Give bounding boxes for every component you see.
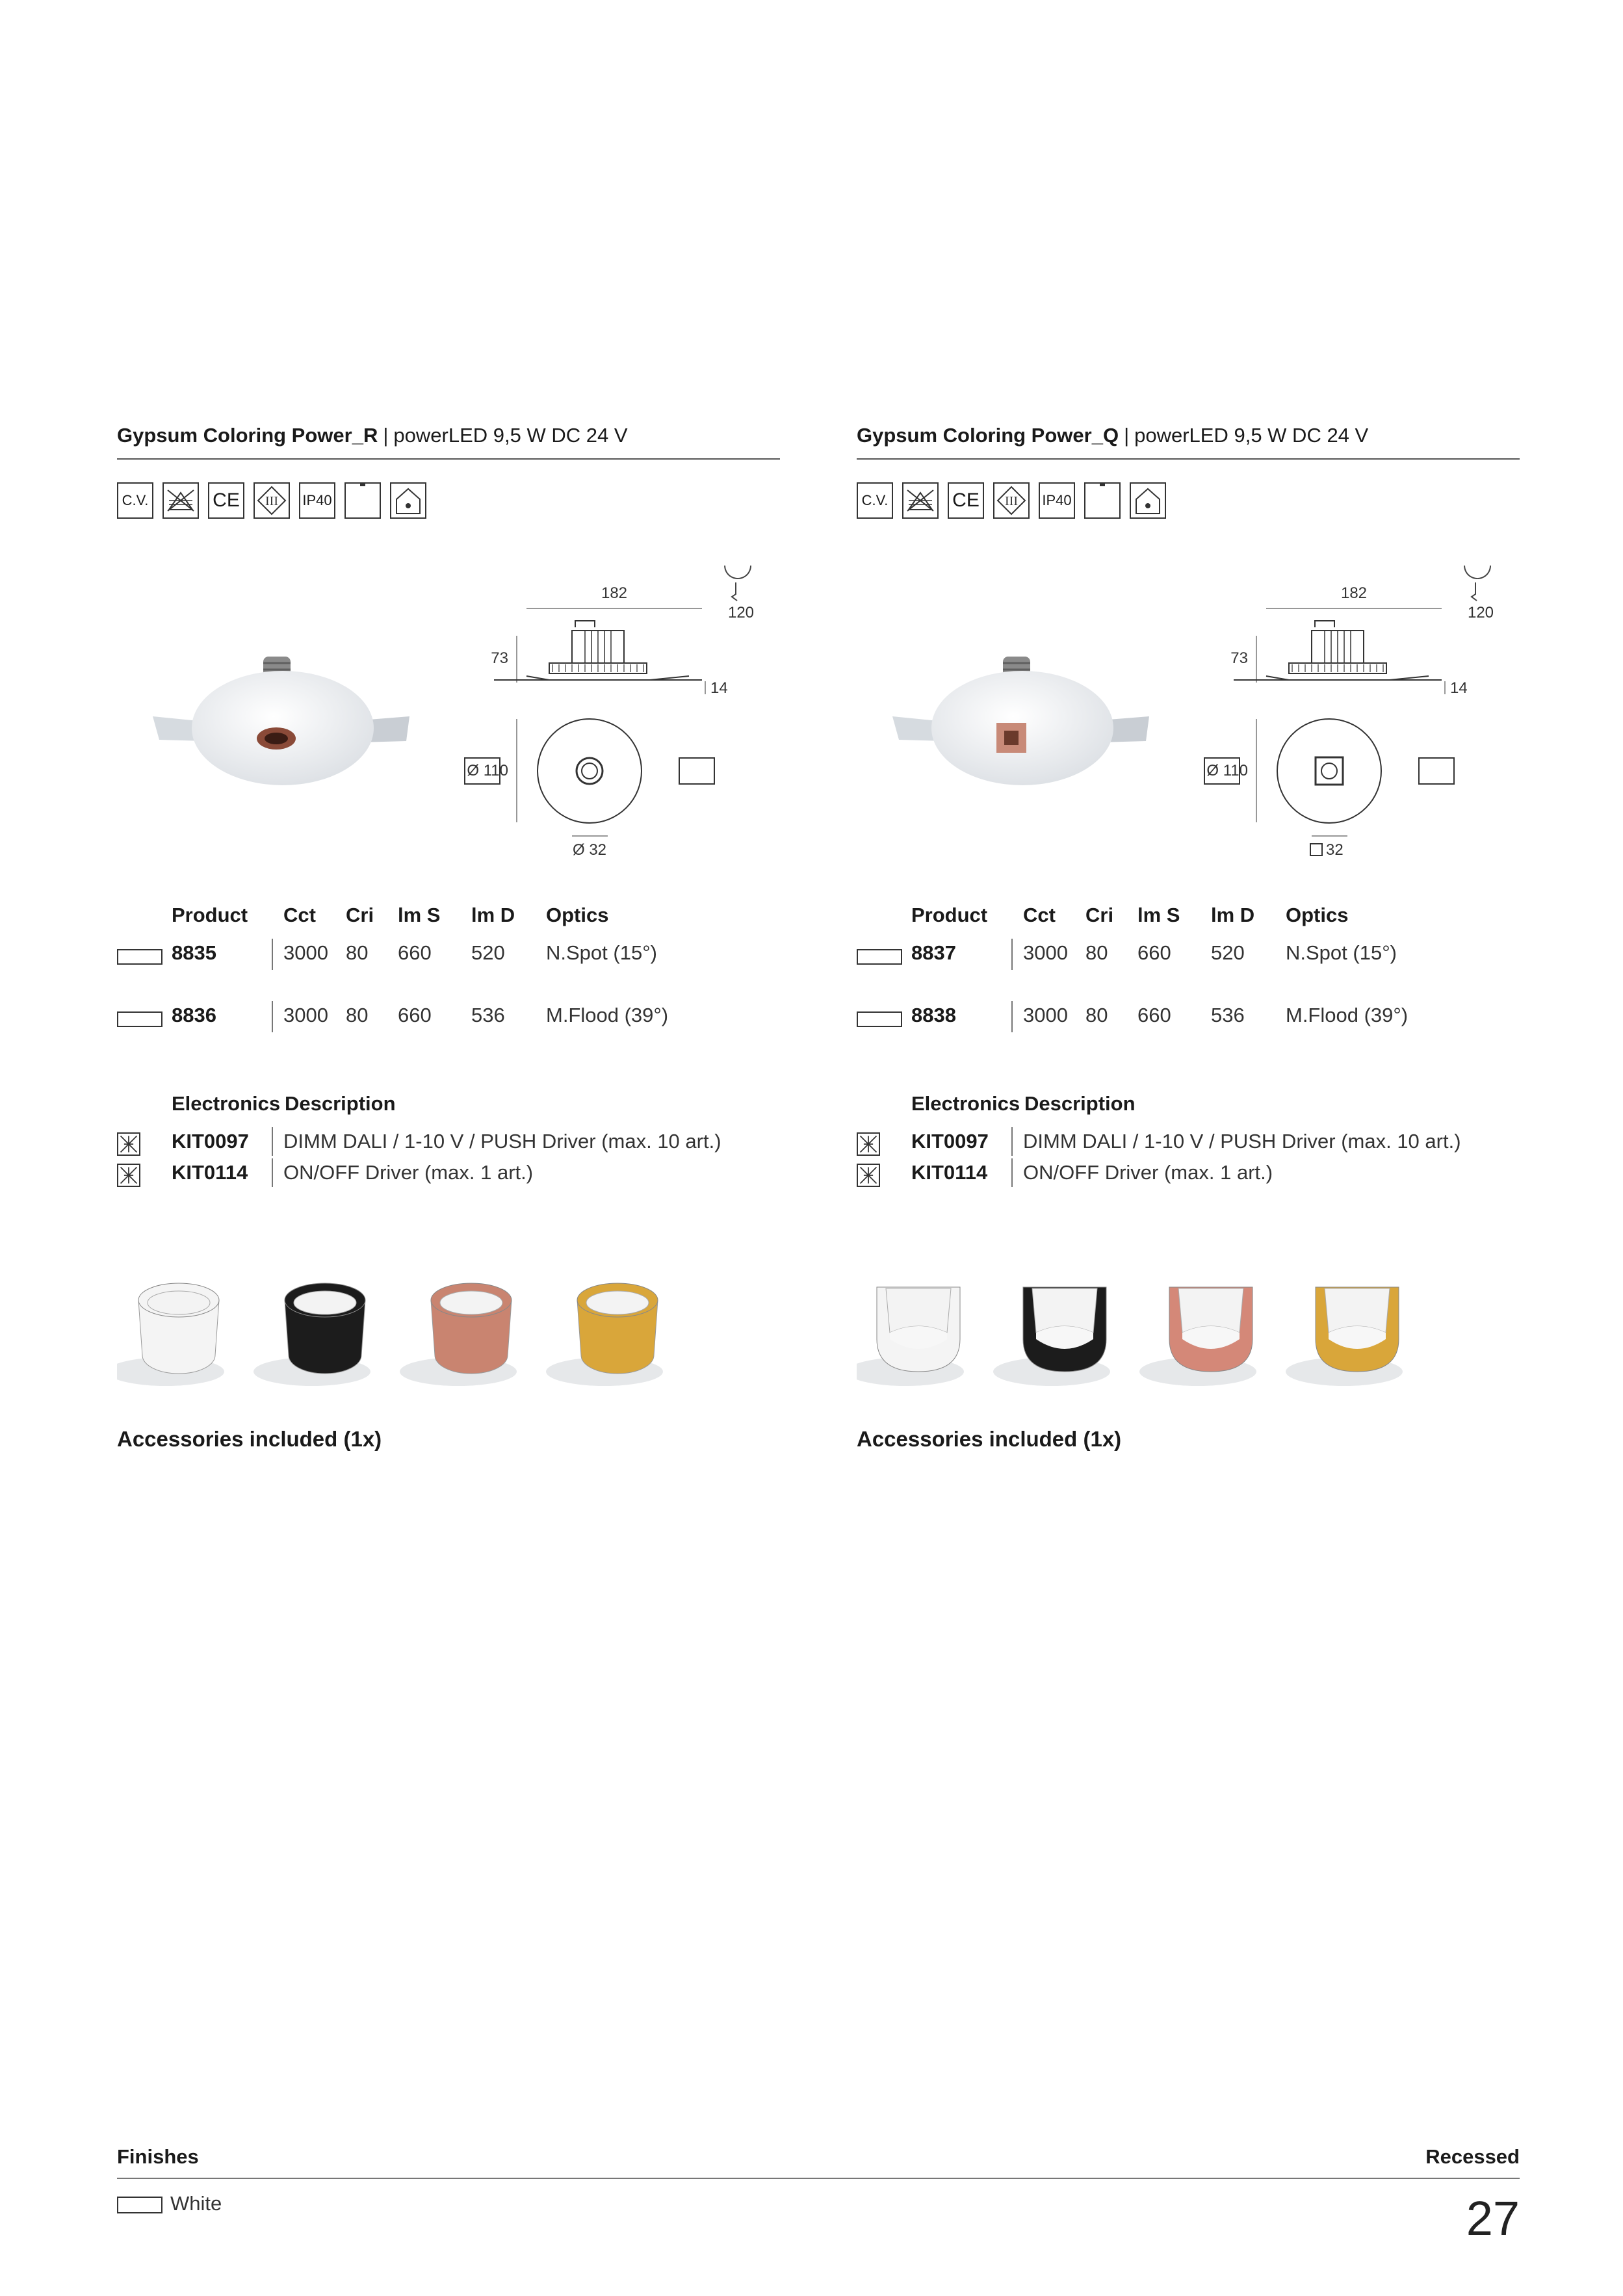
svg-text:73: 73 [491, 649, 508, 667]
header-optics: Optics [546, 904, 609, 926]
svg-text:III: III [265, 494, 278, 508]
accessory-item [546, 1283, 663, 1386]
product-code: 8837 [911, 941, 956, 964]
ceiling-mount-icon [1084, 482, 1121, 519]
list-item [857, 1161, 1520, 1191]
header-optics: Optics [1286, 904, 1349, 926]
cri-value: 80 [1085, 1004, 1108, 1026]
svg-text:14: 14 [710, 679, 728, 697]
divider [1011, 939, 1013, 970]
cct-value: 3000 [1023, 941, 1068, 964]
header-electronics: Electronics [911, 1092, 1020, 1115]
optics-value: N.Spot (15°) [1286, 941, 1397, 964]
divider [1011, 1001, 1013, 1032]
finish-swatch [117, 2197, 162, 2213]
driver-icon [857, 1132, 880, 1156]
svg-text:182: 182 [1340, 584, 1368, 602]
accessory-squares [857, 1274, 1520, 1398]
lm-s-value: 660 [1137, 941, 1171, 964]
cv-icon: C.V. [117, 482, 153, 519]
divider [272, 1001, 273, 1032]
accessories-label: Accessories included (1x) [857, 1427, 1122, 1451]
kit-code: KIT0097 [911, 1130, 989, 1153]
header-cri: Cri [1085, 904, 1114, 926]
cri-value: 80 [1085, 941, 1108, 964]
class-iii-icon [993, 482, 1030, 519]
ip-rating-icon: IP40 [299, 482, 335, 519]
list-item [857, 1130, 1520, 1160]
header-cct: Cct [1023, 904, 1056, 926]
kit-description: DIMM DALI / 1-10 V / PUSH Driver (max. 10 art.) [283, 1130, 721, 1153]
driver-icon [117, 1132, 140, 1156]
optics-value: M.Flood (39°) [546, 1004, 669, 1026]
ce-mark-icon: CE [208, 482, 244, 519]
cri-value: 80 [346, 1004, 369, 1026]
driver-icon [857, 1164, 880, 1187]
lm-s-value: 660 [398, 1004, 432, 1026]
finish-swatch [117, 949, 162, 965]
product-section-r [117, 0, 780, 1495]
header-description: Description [285, 1092, 396, 1115]
lm-d-value: 536 [1211, 1004, 1245, 1026]
kit-description: ON/OFF Driver (max. 1 art.) [283, 1161, 534, 1184]
table-row [857, 1004, 1520, 1036]
ceiling-mount-icon [344, 482, 381, 519]
svg-text:32: 32 [1326, 841, 1344, 859]
kit-code: KIT0114 [172, 1161, 248, 1184]
cri-value: 80 [346, 941, 369, 964]
list-item [117, 1161, 780, 1191]
ce-mark-icon: CE [948, 482, 984, 519]
svg-text:III: III [1005, 494, 1018, 508]
header-cct: Cct [283, 904, 316, 926]
divider [1011, 1127, 1013, 1156]
header-electronics: Electronics [172, 1092, 281, 1115]
accessory-item [1286, 1287, 1403, 1386]
indoor-use-icon [390, 482, 426, 519]
product-photo [892, 644, 1152, 813]
cct-value: 3000 [1023, 1004, 1068, 1026]
indoor-use-icon [1130, 482, 1166, 519]
finish-swatch [857, 1011, 902, 1027]
ip-rating-icon: IP40 [1039, 482, 1075, 519]
lm-d-value: 536 [471, 1004, 505, 1026]
product-photo [153, 644, 413, 813]
accessory-item [253, 1283, 370, 1386]
header-product: Product [911, 904, 988, 926]
accessory-item [1139, 1287, 1256, 1386]
accessory-item [117, 1283, 224, 1386]
svg-text:14: 14 [1450, 679, 1468, 697]
technical-drawing [1195, 566, 1520, 865]
product-code: 8836 [172, 1004, 216, 1026]
divider [272, 939, 273, 970]
finish-swatch [117, 1011, 162, 1027]
footer-divider [117, 2178, 1520, 2179]
finish-name: White [170, 2192, 222, 2215]
title-divider [857, 458, 1520, 460]
cct-value: 3000 [283, 941, 328, 964]
lm-s-value: 660 [398, 941, 432, 964]
kit-code: KIT0114 [911, 1161, 988, 1184]
svg-text:120: 120 [1467, 604, 1494, 621]
header-lm-d: lm D [471, 904, 515, 926]
finish-item [117, 2192, 222, 2215]
certification-icons [857, 482, 1166, 519]
certification-icons [117, 482, 426, 519]
divider [272, 1127, 273, 1156]
kit-code: KIT0097 [172, 1130, 249, 1153]
accessory-item [993, 1287, 1110, 1386]
header-lm-d: lm D [1211, 904, 1255, 926]
class-iii-icon [253, 482, 290, 519]
svg-text:Ø 32: Ø 32 [572, 841, 607, 859]
product-title: Gypsum Coloring Power_Q | powerLED 9,5 W DC 24 V [857, 424, 1369, 447]
header-lm-s: lm S [398, 904, 441, 926]
cv-icon: C.V. [857, 482, 893, 519]
accessories-label: Accessories included (1x) [117, 1427, 382, 1451]
product-title: Gypsum Coloring Power_R | powerLED 9,5 W DC 24 V [117, 424, 628, 447]
header-cri: Cri [346, 904, 374, 926]
cct-value: 3000 [283, 1004, 328, 1026]
finishes-heading: Finishes [117, 2145, 199, 2168]
product-code: 8838 [911, 1004, 956, 1026]
accessory-rings [117, 1274, 780, 1398]
optics-value: N.Spot (15°) [546, 941, 657, 964]
table-row [117, 941, 780, 974]
divider [272, 1158, 273, 1187]
driver-icon [117, 1164, 140, 1187]
svg-text:Ø 110: Ø 110 [1206, 762, 1248, 779]
svg-text:182: 182 [601, 584, 628, 602]
accessory-item [857, 1287, 964, 1386]
svg-text:73: 73 [1230, 649, 1248, 667]
divider [1011, 1158, 1013, 1187]
no-insulation-cover-icon [902, 482, 939, 519]
kit-description: ON/OFF Driver (max. 1 art.) [1023, 1161, 1273, 1184]
technical-drawing [455, 566, 780, 865]
optics-value: M.Flood (39°) [1286, 1004, 1409, 1026]
header-lm-s: lm S [1137, 904, 1180, 926]
page-number: 27 [1466, 2191, 1520, 2245]
product-code: 8835 [172, 941, 216, 964]
kit-description: DIMM DALI / 1-10 V / PUSH Driver (max. 10 art.) [1023, 1130, 1461, 1153]
table-row [857, 941, 1520, 974]
header-product: Product [172, 904, 248, 926]
table-row [117, 1004, 780, 1036]
svg-text:120: 120 [727, 604, 755, 621]
lm-d-value: 520 [1211, 941, 1245, 964]
no-insulation-cover-icon [162, 482, 199, 519]
svg-text:Ø 110: Ø 110 [467, 762, 508, 779]
lm-d-value: 520 [471, 941, 505, 964]
list-item [117, 1130, 780, 1160]
category-label: Recessed [1425, 2145, 1520, 2168]
lm-s-value: 660 [1137, 1004, 1171, 1026]
finish-swatch [857, 949, 902, 965]
product-section-q [857, 0, 1520, 1495]
title-divider [117, 458, 780, 460]
header-description: Description [1024, 1092, 1136, 1115]
accessory-item [400, 1283, 517, 1386]
